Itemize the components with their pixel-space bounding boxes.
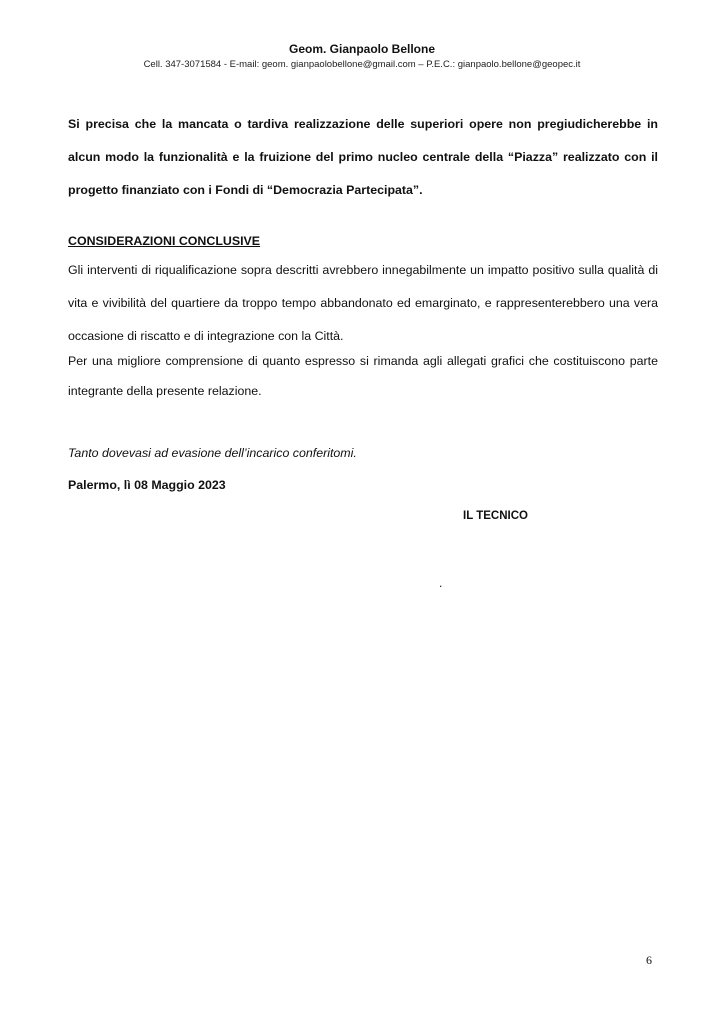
signature-mark: . <box>439 576 443 590</box>
place-date: Palermo, lì 08 Maggio 2023 <box>68 478 226 492</box>
author-contacts: Cell. 347-3071584 - E-mail: geom. gianpaolobellone@gmail.com – P.E.C.: gianpaolo.bellone@geopec.it <box>143 59 581 70</box>
page-number: 6 <box>646 953 652 967</box>
author-name: Geom. Gianpaolo Bellone <box>288 42 436 56</box>
considerations-paragraph: Gli interventi di riqualificazione sopra descritti avrebbero innegabilmente un impatto positivo sulla qualità di vita e vivibilità del quartiere da troppo tempo abbandonato ed emarginato, e rappresenterebbero una vera occasione di riscatto e di integrazione con la Città. <box>68 263 658 343</box>
section-heading: CONSIDERAZIONI CONCLUSIVE <box>68 234 261 248</box>
closing-line: Tanto dovevasi ad evasione dell’incarico conferitomi. <box>68 446 357 460</box>
signature-label: IL TECNICO <box>463 510 528 522</box>
intro-paragraph: Si precisa che la mancata o tardiva realizzazione delle superiori opere non pregiudicherebbe in alcun modo la funzionalità e la fruizione del primo nucleo centrale della “Piazza” realizzato con il progetto finanziato con i Fondi di “Democrazia Partecipata”. <box>68 117 658 197</box>
reference-paragraph: Per una migliore comprensione di quanto espresso si rimanda agli allegati grafici che costituiscono parte integrante della presente relazione. <box>68 354 658 398</box>
